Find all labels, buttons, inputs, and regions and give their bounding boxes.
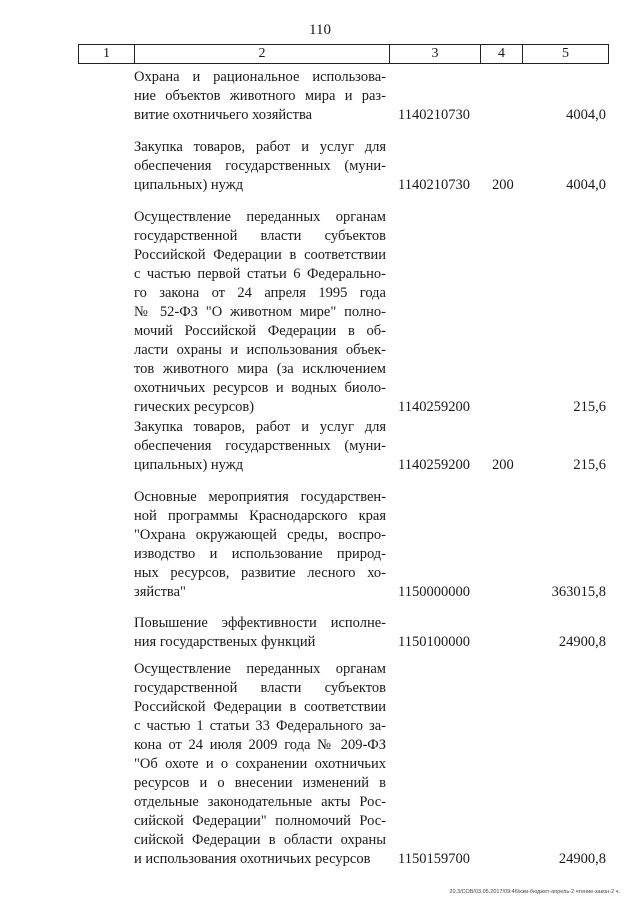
- amount: 215,6: [573, 457, 606, 473]
- amount: 363015,8: [551, 584, 606, 600]
- row-description: [134, 488, 386, 602]
- expense-type-code: 200: [492, 177, 514, 193]
- description-line: витие охотничьего хозяйства: [134, 107, 313, 123]
- description-line: Основные мероприятия государствен-: [134, 489, 386, 505]
- column-header-row: [79, 45, 609, 64]
- description-line: тов животного мира (за исключением: [134, 361, 386, 377]
- description-line: Российской Федерации в соответствии: [134, 699, 386, 715]
- description-line: с частью 1 статьи 33 Федерального за-: [134, 718, 386, 734]
- column-header-2: 2: [135, 45, 390, 64]
- description-line: с частью первой статьи 6 Федерально-: [134, 266, 386, 282]
- row-description: [134, 208, 386, 417]
- description-line: "Об охоте и о сохранении охотничьих: [134, 756, 386, 772]
- description-line: гических ресурсов): [134, 399, 255, 415]
- expense-type-code: 200: [492, 457, 514, 473]
- amount: 4004,0: [566, 177, 606, 193]
- description-line: Осуществление переданных органам: [134, 209, 386, 225]
- column-header-4: 4: [481, 45, 523, 64]
- row-description: [134, 138, 386, 195]
- row-description: [134, 418, 386, 475]
- description-line: отдельные законодательные акты Рос-: [134, 794, 386, 810]
- description-line: и использования охотничьих ресурсов: [134, 851, 371, 867]
- description-line: охотничьих ресурсов и водных биоло-: [134, 380, 386, 396]
- description-line: Закупка товаров, работ и услуг для: [134, 139, 386, 155]
- description-line: го закона от 24 апреля 1995 года: [134, 285, 386, 301]
- description-line: ципальных) нужд: [134, 457, 244, 473]
- description-line: Повышение эффективности исполне-: [134, 615, 386, 631]
- amount: 4004,0: [566, 107, 606, 123]
- amount: 215,6: [573, 399, 606, 415]
- target-article-code: 1140210730: [398, 107, 470, 123]
- description-line: сийской Федерации в области охраны: [134, 832, 386, 848]
- description-line: Российской Федерации в соответствии: [134, 247, 386, 263]
- document-footer: 20.3/СОВ/03.05.2017/09:46/кзм-бюджет-апрель-2 чтение-закон-2 ч.: [449, 889, 620, 895]
- description-line: ние объектов животного мира и раз-: [134, 88, 386, 104]
- description-line: государственной власти субъектов: [134, 228, 386, 244]
- description-line: № 52-ФЗ "О животном мире" полно-: [134, 304, 386, 320]
- row-description: [134, 68, 386, 125]
- description-line: мочий Российской Федерации в об-: [134, 323, 386, 339]
- column-header-5: 5: [523, 45, 609, 64]
- column-header-table: [78, 44, 609, 64]
- description-line: Осуществление переданных органам: [134, 661, 386, 677]
- description-line: ной программы Краснодарского края: [134, 508, 386, 524]
- page-number: 110: [309, 22, 331, 38]
- amount: 24900,8: [558, 634, 606, 650]
- description-line: Охрана и рациональное использова-: [134, 69, 386, 85]
- description-line: ласти охраны и использования объек-: [134, 342, 386, 358]
- description-line: изводство и использование природ-: [134, 546, 386, 562]
- description-line: обеспечения государственных (муни-: [134, 438, 386, 454]
- row-description: [134, 614, 386, 652]
- target-article-code: 1140210730: [398, 177, 470, 193]
- target-article-code: 1150000000: [398, 584, 470, 600]
- description-line: ных ресурсов, развитие лесного хо-: [134, 565, 386, 581]
- description-line: ресурсов и о внесении изменений в: [134, 775, 386, 791]
- column-header-1: 1: [79, 45, 135, 64]
- column-header-3: 3: [390, 45, 481, 64]
- description-line: государственной власти субъектов: [134, 680, 386, 696]
- description-line: "Охрана окружающей среды, воспро-: [134, 527, 386, 543]
- description-line: Закупка товаров, работ и услуг для: [134, 419, 386, 435]
- description-line: кона от 24 июля 2009 года № 209-ФЗ: [134, 737, 386, 753]
- description-line: зяйства": [134, 584, 186, 600]
- description-line: ципальных) нужд: [134, 177, 244, 193]
- description-line: обеспечения государственных (муни-: [134, 158, 386, 174]
- amount: 24900,8: [558, 851, 606, 867]
- target-article-code: 1140259200: [398, 457, 470, 473]
- description-line: ния государственых функций: [134, 634, 316, 650]
- description-line: сийской Федерации" полномочий Рос-: [134, 813, 386, 829]
- target-article-code: 1150159700: [398, 851, 470, 867]
- target-article-code: 1140259200: [398, 399, 470, 415]
- target-article-code: 1150100000: [398, 634, 470, 650]
- row-description: [134, 660, 386, 869]
